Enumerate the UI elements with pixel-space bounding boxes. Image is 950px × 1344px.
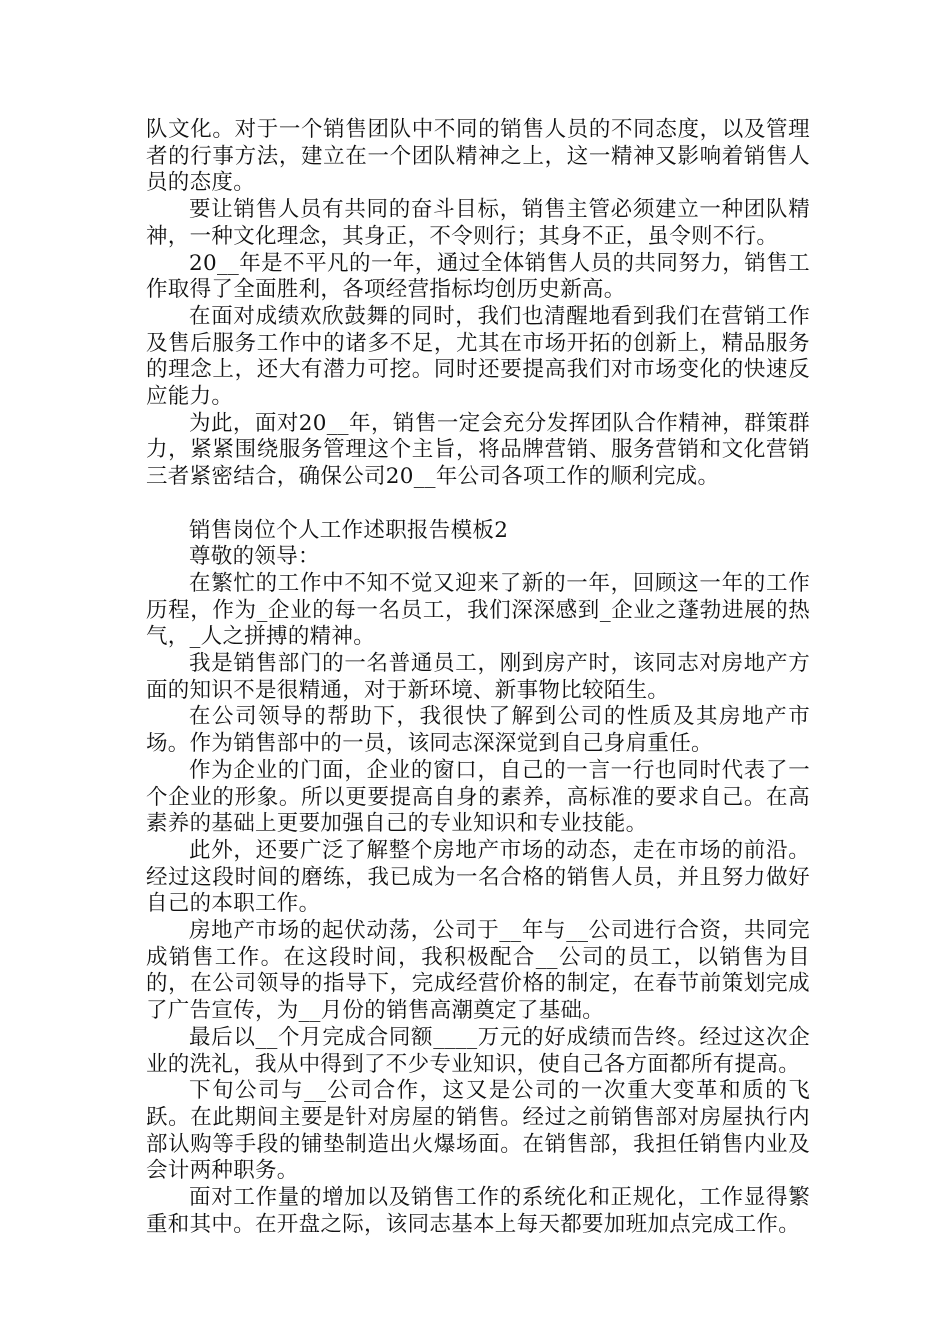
section-title: 销售岗位个人工作述职报告模板2 (189, 517, 509, 543)
paragraph: 此外，还要广泛了解整个房地产市场的动态，走在市场的前沿。经过这段时间的磨练，我已成为一名合格的销售人员，并且努力做好自己的本职工作。 (146, 837, 810, 917)
paragraph: 面对工作量的增加以及销售工作的系统化和正规化，工作显得繁重和其中。在开盘之际，该同志基本上每天都要加班加点完成工作。 (146, 1185, 810, 1237)
paragraph: 下旬公司与__公司合作，这又是公司的一次重大变革和质的飞跃。在此期间主要是针对房屋的销售。经过之前销售部对房屋执行内部认购等手段的铺垫制造出火爆场面。在销售部，我担任销售内业及会计两种职务。 (146, 1078, 810, 1184)
paragraph: 房地产市场的起伏动荡，公司于__年与__公司进行合资，共同完成销售工作。在这段时间，我积极配合__公司的员工，以销售为目的，在公司领导的指导下，完成经营价格的制定，在春节前策划完成了广告宣传，为__月份的销售高潮奠定了基础。 (146, 918, 810, 1024)
paragraph: 在繁忙的工作中不知不觉又迎来了新的一年，回顾这一年的工作历程，作为_企业的每一名员工，我们深深感到_企业之蓬勃进展的热气，_人之拼搏的精神。 (146, 570, 810, 650)
salutation: 尊敬的领导： (189, 544, 320, 570)
paragraph: 队文化。对于一个销售团队中不同的销售人员的不同态度，以及管理者的行事方法，建立在一个团队精神之上，这一精神又影响着销售人员的态度。 (146, 117, 810, 196)
document-page (146, 117, 810, 1239)
paragraph: 为此，面对20__年，销售一定会充分发挥团队合作精神，群策群力，紧紧围绕服务管理这个主旨，将品牌营销、服务营销和文化营销三者紧密结合，确保公司20__年公司各项工作的顺利完成。 (146, 410, 810, 490)
paragraph: 20__年是不平凡的一年，通过全体销售人员的共同努力，销售工作取得了全面胜利，各项经营指标均创历史新高。 (146, 250, 810, 303)
paragraph: 作为企业的门面，企业的窗口，自己的一言一行也同时代表了一个企业的形象。所以更要提高自身的素养，高标准的要求自己。在高素养的基础上更要加强自己的专业知识和专业技能。 (146, 757, 810, 837)
section-header (146, 518, 810, 571)
paragraph: 最后以__个月完成合同额____万元的好成绩而告终。经过这次企业的洗礼，我从中得到了不少专业知识，使自己各方面都所有提高。 (146, 1024, 810, 1077)
paragraph: 在公司领导的帮助下，我很快了解到公司的性质及其房地产市场。作为销售部中的一员，该同志深深觉到自己身肩重任。 (146, 704, 810, 757)
paragraph: 在面对成绩欢欣鼓舞的同时，我们也清醒地看到我们在营销工作及售后服务工作中的诸多不足，尤其在市场开拓的创新上，精品服务的理念上，还大有潜力可挖。同时还要提高我们对市场变化的快速反应能力。 (146, 303, 810, 410)
paragraph: 我是销售部门的一名普通员工，刚到房产时，该同志对房地产方面的知识不是很精通，对于新环境、新事物比较陌生。 (146, 651, 810, 703)
paragraph: 要让销售人员有共同的奋斗目标，销售主管必须建立一种团队精神，一种文化理念，其身正，不令则行；其身不正，虽令则不行。 (146, 197, 810, 249)
